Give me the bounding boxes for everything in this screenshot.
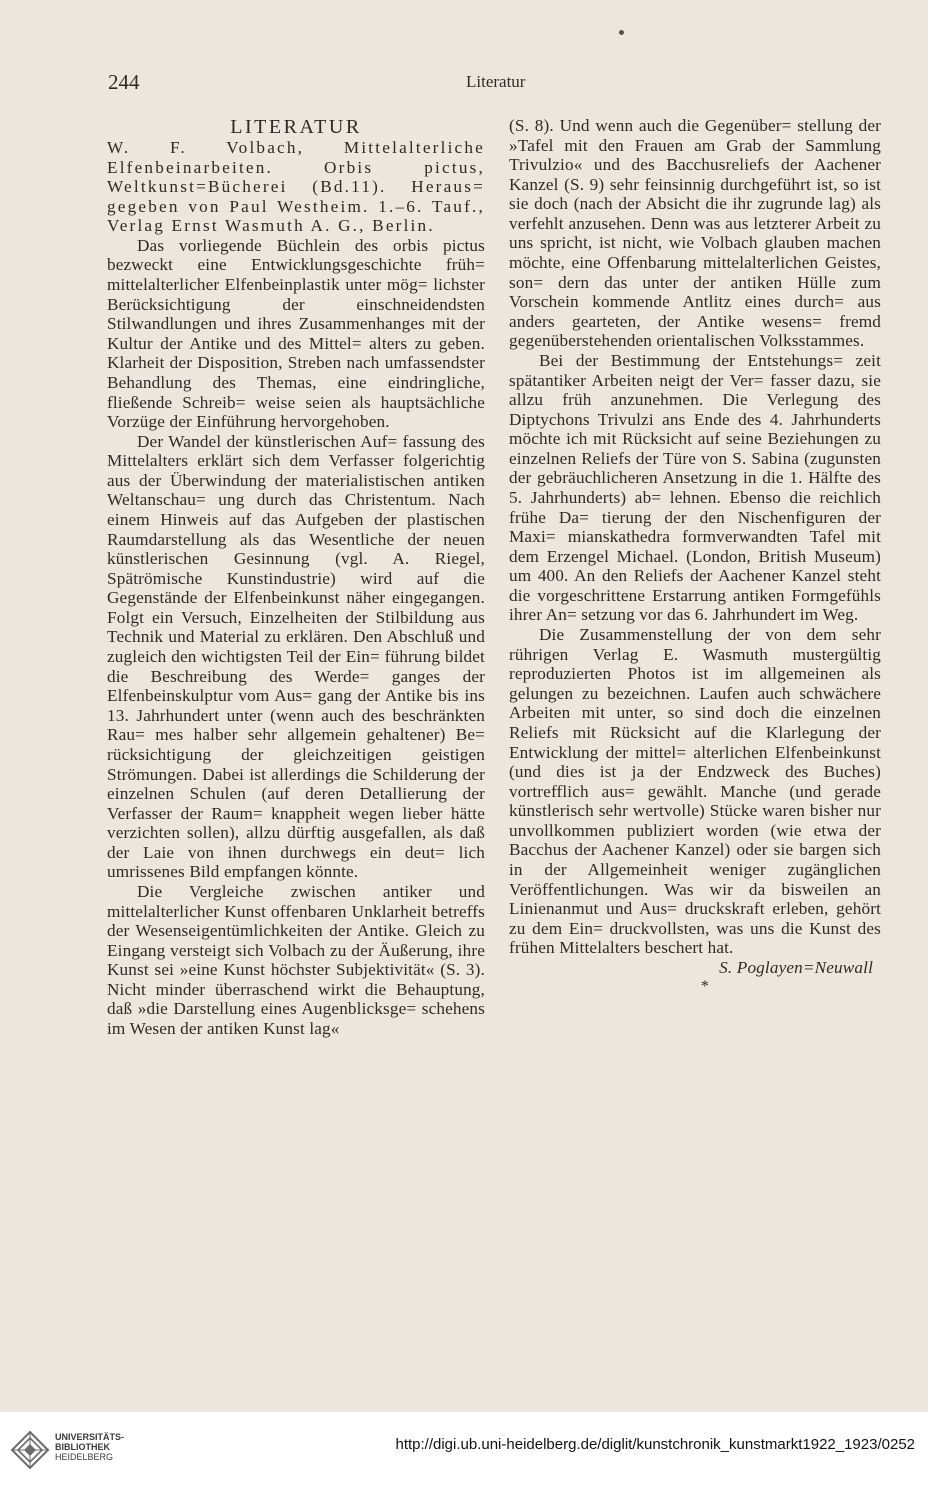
- left-column: [107, 116, 485, 1039]
- ink-blot: [619, 30, 624, 35]
- paragraph: Bei der Bestimmung der Entstehungs= zeit spätantiker Arbeiten neigt der Ver= fasser dazu, sie allzu früh anzunehmen. Die Verlegung des Diptychons Trivulzi ans Ende des 4. Jahrhunderts möchte ich mit Rücksicht auf seine Beziehungen zu einzelnen Reliefs der Türe von S. Sabina (zugunsten der gebräuchlicheren Ansetzung in die 1. Hälfte des 5. Jahrhunderts) ab= lehnen. Ebenso die reichlich frühe Da= tierung der den Nischenfiguren der Maxi= mianskathedra formverwandten Tafel mit dem Erzengel Michael. (London, British Museum) um 400. An den Reliefs der Aachener Kanzel steht die vorgeschrittene Erstarrung antiken Formgefühls ihrer An= setzung vor das 6. Jahrhundert im Weg.: [509, 350, 881, 625]
- paragraph: Die Vergleiche zwischen antiker und mittelalterlicher Kunst offenbaren Unklarheit betreffs der Wesenseigentümlichkeiten der Antike. Gleich zu Eingang versteigt sich Volbach zu der Äußerung, ihre Kunst sei »eine Kunst höchster Subjektivität« (S. 3). Nicht minder überraschend wirkt die Behauptung, daß »die Darstellung eines Augenblicksge= schehens im Wesen der antiken Kunst lag«: [107, 881, 485, 1039]
- paragraph: Das vorliegende Büchlein des orbis pictus bezweckt eine Entwicklungsgeschichte früh= mittelalterlicher Elfenbeinplastik unter mög= lichster Berücksichtigung der einschneidendsten Stilwandlungen und ihres Zusammenhanges mit der Kultur der Antike und des Mittel= alters zu geben. Klarheit der Disposition, Streben nach umfassendster Behandlung des Themas, eine eindringliche, fließende Schreib= weise seien als hauptsächliche Vorzüge der Einführung hervorgehoben.: [107, 235, 485, 432]
- library-name-line: HEIDELBERG: [55, 1452, 114, 1462]
- library-name-line: BIBLIOTHEK: [55, 1442, 110, 1452]
- end-asterisk: *: [700, 978, 710, 996]
- library-name-line: UNIVERSITÄTS-: [55, 1432, 125, 1442]
- section-title: LITERATUR: [230, 116, 362, 138]
- paragraph: Der Wandel der künstlerischen Auf= fassung des Mittelalters erklärt sich dem Verfasser folgerichtig aus der Überwindung der materialistischen antiken Weltanschau= ung durch das Christentum. Nach einem Hinweis auf das Aufgeben der plastischen Raumdarstellung als das Wesentliche der neuen künstlerischen Gesinnung (vgl. A. Riegel, Spätrömische Kunstindustrie) wird auf die Gegenstände der Elfenbeinkunst näher eingegangen. Folgt ein Versuch, Einzelheiten der Stilbildung aus Technik und Material zu erklären. Den Abschluß und zugleich den wichtigsten Teil der Ein= führung bildet die Beschreibung des Werde= ganges der Elfenbeinskulptur vom Aus= gang der Antike bis ins 13. Jahrhundert unter (wenn auch des beschränkten Rau= mes halber sehr allgemein gehaltener) Be= rücksichtigung der gleichzeitigen geistigen Strömungen. Dabei ist allerdings die Schilderung der einzelnen Schulen (auf deren Detallierung der Verfasser der Raum= knappheit wegen lieber hätte verzichten sollen), allzu dürftig ausgefallen, als daß der Laie von ihnen durchwegs ein deut= lich umrissenes Bild empfangen könnte.: [107, 431, 485, 882]
- library-name: [55, 1432, 124, 1462]
- footer-bar: [0, 1412, 928, 1485]
- paragraph: Die Zusammenstellung der von dem sehr rührigen Verlag E. Wasmuth mustergültig reproduzierten Photos ist im allgemeinen als gelungen zu bezeichnen. Laufen auch schwächere Arbeiten mit unter, so sind doch die einzelnen Reliefs mit Rücksicht auf die Klarlegung der Entwicklung der mittel= alterlichen Elfenbeinkunst (und dies ist ja der Endzweck des Buches) vortrefflich aus= gewählt. Manche (und gerade künstlerisch sehr wertvolle) Stücke waren bisher nur unvollkommen publiziert worden (wie etwa der Bacchus der Aachener Kanzel) oder sie bargen sich in der Allgemeinheit weniger zugänglichen Veröffentlichungen. Was wir da bisweilen an Linienanmut und Aus= druckskraft erleben, gehört zu dem Ein= druckvollsten, was uns die Kunst des frühen Mittelalters beschert hat.: [509, 625, 881, 958]
- page-number: 244: [108, 70, 140, 94]
- paragraph: (S. 8). Und wenn auch die Gegenüber= stellung der »Tafel mit den Frauen am Grab der Sammlung Trivulzio« und des Bacchusreliefs der Aachener Kanzel (S. 9) sehr feinsinnig durchgeführt ist, so ist sie doch (nach der Absicht die ihr zugrunde lag) als verfehlt anzusehen. Denn was aus letzterer Arbeit zu uns spricht, ist nicht, wie Volbach glauben machen möchte, eine Offenbarung mittelalterlichen Geistes, son= dern das unter der antiken Hülle zum Vorschein kommende Antlitz eines durch= aus anders gearteten, der Antike wesens= fremd gegenüberstehenden orientalischen Volksstammes.: [509, 116, 881, 351]
- library-logo-icon: [10, 1430, 50, 1470]
- author-signature: S. Poglayen=Neuwall: [719, 957, 873, 977]
- source-url-link[interactable]: http://digi.ub.uni-heidelberg.de/diglit/kunstchronik_kunstmarkt1922_1923/0252: [395, 1436, 915, 1453]
- running-head: Literatur: [466, 72, 526, 91]
- book-citation: W. F. Volbach, Mittelalterliche Elfenbeinarbeiten. Orbis pictus, Weltkunst=Bücherei (Bd.11). Heraus= gegeben von Paul Westheim. 1.–6. Tauf., Verlag Ernst Wasmuth A. G., Berlin.: [107, 138, 485, 236]
- right-column: [509, 116, 881, 997]
